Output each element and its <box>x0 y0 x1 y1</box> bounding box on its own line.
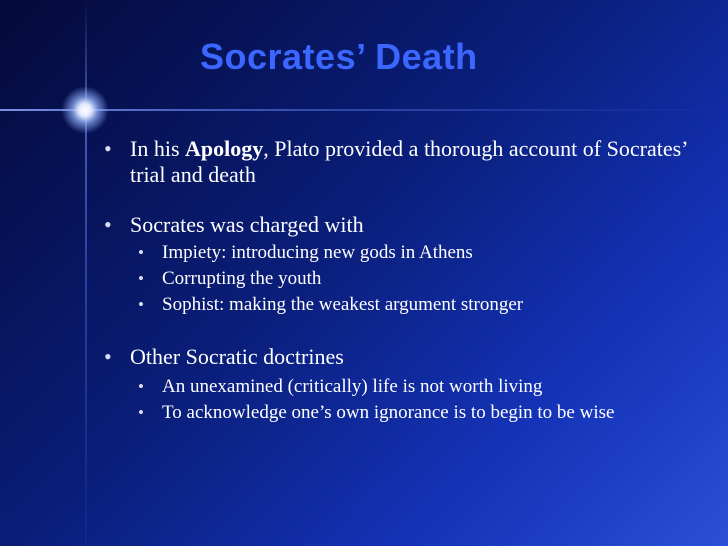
sub-bullet-text: Sophist: making the weakest argument stronger <box>162 294 524 315</box>
sub-bullet <box>132 374 712 400</box>
bullet-icon: • <box>104 136 112 161</box>
sub-bullet-text: To acknowledge one’s own ignorance is to begin to be wise <box>162 402 615 423</box>
slide-title: Socrates’ Death <box>200 36 478 77</box>
bullet-apology <box>102 136 712 188</box>
slide-body <box>102 136 712 426</box>
bullet-icon: • <box>104 212 112 237</box>
bullet-text-bold: Apology <box>185 136 264 161</box>
bullet-icon: • <box>138 377 144 396</box>
sub-bullet-text: An unexamined (critically) life is not worth living <box>162 376 543 397</box>
bullet-text-before: In his <box>130 136 185 161</box>
bullet-icon: • <box>138 295 144 314</box>
light-flare-icon <box>61 86 109 134</box>
sub-bullet-text: Corrupting the youth <box>162 268 322 289</box>
bullet-icon: • <box>138 403 144 422</box>
bullet-doctrines <box>102 344 712 370</box>
bullet-text: Socrates was charged with <box>130 212 364 237</box>
sub-bullet <box>132 400 712 426</box>
bullet-icon: • <box>138 269 144 288</box>
sub-bullet <box>132 266 712 292</box>
bullet-text: Other Socratic doctrines <box>130 344 344 369</box>
bullet-charges <box>102 212 712 238</box>
bullet-icon: • <box>104 344 112 369</box>
bullet-icon: • <box>138 243 144 262</box>
decorative-horizontal-line <box>0 109 728 111</box>
sub-bullet <box>132 240 712 266</box>
decorative-vertical-line <box>85 0 87 546</box>
bullet-text-after: , Plato provided a thorough account of Socrates’ trial and death <box>130 136 687 187</box>
sub-bullet-text: Impiety: introducing new gods in Athens <box>162 242 473 263</box>
sub-bullet <box>132 292 712 318</box>
